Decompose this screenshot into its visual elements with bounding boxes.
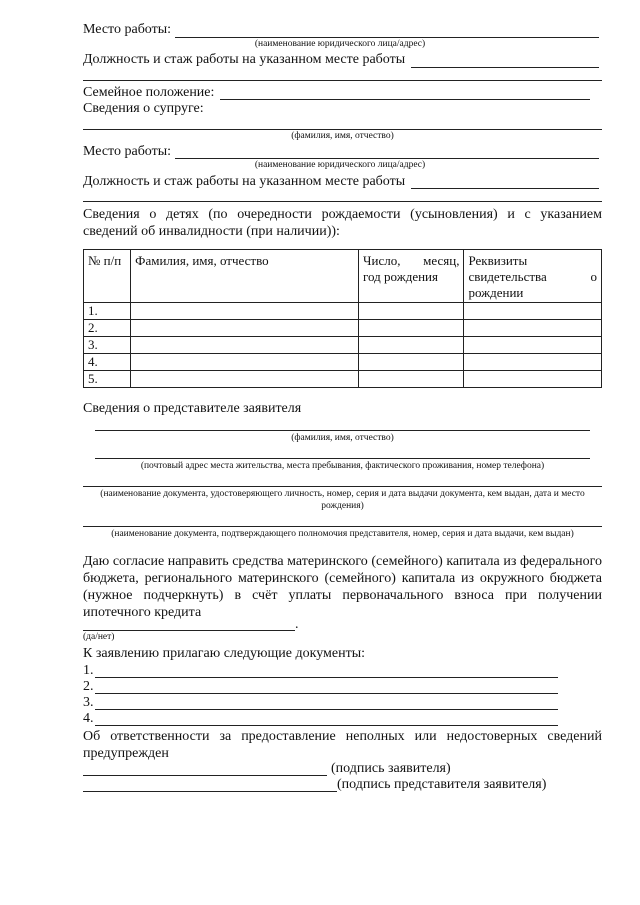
- workplace-field[interactable]: [175, 37, 599, 38]
- child-birth-cell[interactable]: [359, 337, 464, 354]
- row-number: 1.: [84, 303, 131, 320]
- document-field[interactable]: [95, 709, 558, 710]
- representative-signature-field[interactable]: [83, 791, 337, 792]
- representative-id-doc-hint: (наименование документа, удостоверяющего личность, номер, серия и дата выдачи документа, кем выдан, дата и место рождения): [100, 489, 585, 511]
- row-number: 4.: [84, 354, 131, 371]
- table-row: [84, 303, 602, 320]
- document-number: 3.: [83, 695, 94, 710]
- spouse-position-field-continued[interactable]: [83, 201, 602, 202]
- header-fio: Фамилия, имя, отчество: [131, 250, 359, 303]
- child-birth-cell[interactable]: [359, 354, 464, 371]
- child-birth-cell[interactable]: [359, 303, 464, 320]
- row-number: 3.: [84, 337, 131, 354]
- spouse-position-field[interactable]: [411, 188, 599, 189]
- document-field[interactable]: [95, 725, 558, 726]
- document-number: 2.: [83, 679, 94, 694]
- table-row: [84, 354, 602, 371]
- representative-address-field[interactable]: [95, 458, 590, 459]
- marital-status-label: Семейное положение:: [83, 85, 215, 100]
- representative-signature-label: (подпись представителя заявителя): [337, 777, 547, 792]
- header-num: № п/п: [84, 250, 131, 303]
- spouse-position-label: Должность и стаж работы на указанном месте работы: [83, 174, 406, 189]
- representative-authority-hint: (наименование документа, подтверждающего полномочия представителя, номер, серия и дата выдачи, кем выдан): [111, 529, 574, 539]
- document-field[interactable]: [95, 693, 558, 694]
- child-cert-cell[interactable]: [464, 371, 602, 388]
- spouse-fio-field[interactable]: [83, 129, 602, 130]
- child-birth-cell[interactable]: [359, 320, 464, 337]
- spouse-fio-hint: (фамилия, имя, отчество): [291, 131, 394, 141]
- child-birth-cell[interactable]: [359, 371, 464, 388]
- children-intro: Сведения о детях (по очередности рождаемости (усыновления) и с указанием сведений об инвалидности (при наличии)):: [83, 207, 602, 239]
- representative-title: Сведения о представителе заявителя: [83, 401, 302, 416]
- spouse-workplace-field[interactable]: [175, 158, 599, 159]
- child-fio-cell[interactable]: [131, 371, 359, 388]
- consent-period: .: [295, 617, 299, 632]
- representative-authority-field[interactable]: [83, 526, 602, 527]
- marital-status-field[interactable]: [220, 99, 590, 100]
- child-cert-cell[interactable]: [464, 320, 602, 337]
- child-fio-cell[interactable]: [131, 303, 359, 320]
- child-cert-cell[interactable]: [464, 354, 602, 371]
- position-field-continued[interactable]: [83, 80, 602, 81]
- documents-title: К заявлению прилагаю следующие документы:: [83, 646, 366, 661]
- applicant-signature-field[interactable]: [83, 775, 327, 776]
- consent-text: Даю согласие направить средства материнского (семейного) капитала из федерального бюджета, регионального материнского (семейного) капитала из окружного бюджета (нужное подчеркнуть) в счёт уплаты первоначального взноса при получении ипотечного кредита: [83, 554, 602, 620]
- representative-fio-hint: (фамилия, имя, отчество): [291, 433, 394, 443]
- document-number: 1.: [83, 663, 94, 678]
- child-cert-cell[interactable]: [464, 337, 602, 354]
- consent-answer-field[interactable]: [83, 630, 295, 631]
- child-cert-cell[interactable]: [464, 303, 602, 320]
- row-number: 5.: [84, 371, 131, 388]
- table-row: [84, 371, 602, 388]
- representative-address-hint: (почтовый адрес места жительства, места пребывания, фактического проживания, номер телефона): [140, 461, 545, 471]
- workplace-hint: (наименование юридического лица/адрес): [254, 39, 426, 49]
- table-row: [84, 337, 602, 354]
- position-label: Должность и стаж работы на указанном месте работы: [83, 52, 406, 67]
- child-fio-cell[interactable]: [131, 354, 359, 371]
- children-table: [83, 249, 602, 388]
- workplace-label: Место работы:: [83, 22, 172, 37]
- spouse-workplace-label: Место работы:: [83, 144, 172, 159]
- table-row: [84, 320, 602, 337]
- header-cert: Реквизиты свидетельства о рождении: [464, 250, 602, 303]
- header-birth: Число, месяц, год рождения: [359, 250, 464, 303]
- position-field[interactable]: [411, 67, 599, 68]
- liability-text: Об ответственности за предоставление неполных или недостоверных сведений предупрежден: [83, 729, 602, 761]
- spouse-workplace-hint: (наименование юридического лица/адрес): [254, 160, 426, 170]
- applicant-signature-label: (подпись заявителя): [331, 761, 451, 776]
- representative-fio-field[interactable]: [95, 430, 590, 431]
- child-fio-cell[interactable]: [131, 337, 359, 354]
- document-field[interactable]: [95, 677, 558, 678]
- consent-answer-hint: (да/нет): [83, 632, 115, 642]
- representative-id-doc-field[interactable]: [83, 486, 602, 487]
- row-number: 2.: [84, 320, 131, 337]
- child-fio-cell[interactable]: [131, 320, 359, 337]
- document-number: 4.: [83, 711, 94, 726]
- children-table-header: [84, 250, 602, 303]
- spouse-label: Сведения о супруге:: [83, 101, 204, 116]
